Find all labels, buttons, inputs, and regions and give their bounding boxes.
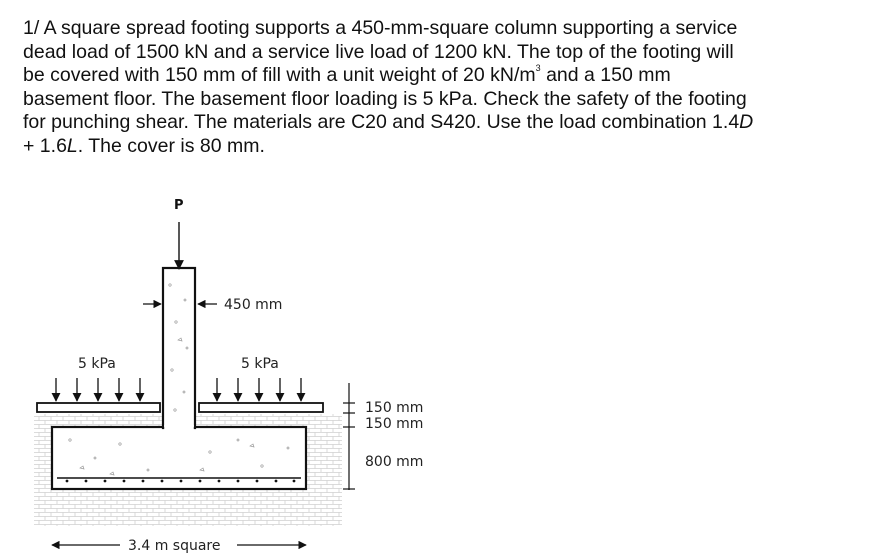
dead-load-symbol: D (739, 111, 754, 134)
left-pressure-label: 5 kPa (78, 356, 116, 372)
problem-line-6: + 1.6L. The cover is 80 mm. (23, 134, 265, 157)
cubed-superscript: 3 (535, 63, 541, 74)
problem-line-1: 1/ A square spread footing supports a 450-mm-square column supporting a service (23, 17, 738, 39)
footing (52, 427, 306, 489)
floor-slab-right (199, 403, 323, 412)
floor-load-arrows-right (217, 378, 301, 401)
column (163, 268, 195, 428)
column-width-label: 450 mm (224, 297, 283, 313)
footing-width-label: 3.4 m square (128, 538, 221, 554)
problem-line-3: be covered with 150 mm of fill with a unit weight of 20 $kN/m^3$ and a 150 mm (23, 63, 671, 87)
right-pressure-label: 5 kPa (241, 356, 279, 372)
floor-load-arrows-left (56, 378, 140, 401)
problem-line-5: for punching shear. The materials are C20 and S420. Use the load combination 1.4D (23, 111, 754, 134)
footing-thickness-label: 800 mm (365, 454, 424, 470)
problem-line-2: dead load of 1500 kN and a service live load of 1200 kN. The top of the footing will (23, 40, 734, 63)
problem-line-4: basement floor. The basement floor loading is 5 kPa. Check the safety of the footing (23, 87, 747, 110)
live-load-symbol: L (66, 134, 78, 157)
floor-thickness-label: 150 mm (365, 400, 424, 416)
floor-slab-left (37, 403, 160, 412)
load-label: P (174, 198, 184, 213)
fill-thickness-label: 150 mm (365, 416, 424, 432)
depth-dimension (343, 383, 355, 490)
